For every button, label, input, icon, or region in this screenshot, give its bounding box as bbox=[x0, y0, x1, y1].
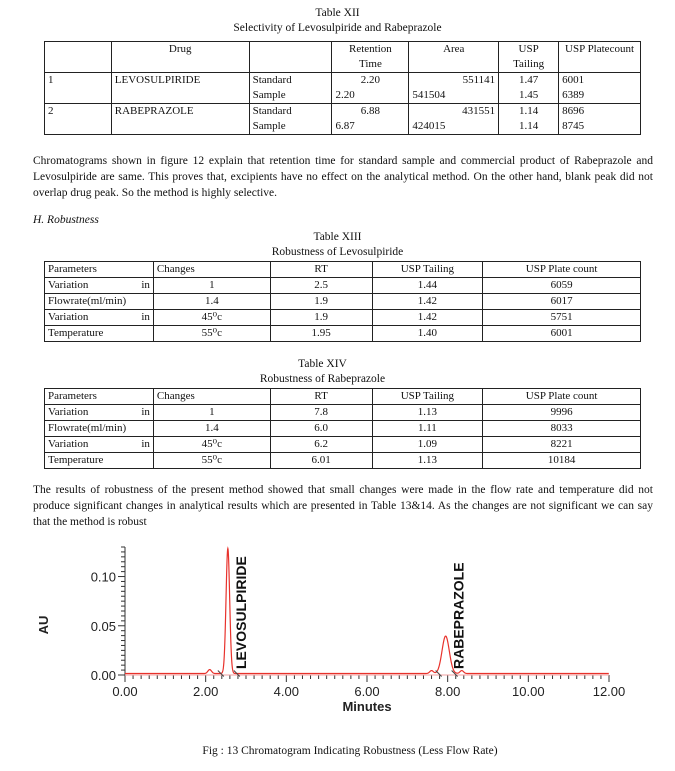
table12-header bbox=[45, 42, 641, 73]
peak-start-marker bbox=[436, 671, 442, 677]
table-row: Sample 2.20 541504 1.45 6389 bbox=[45, 88, 641, 104]
x-tick-label: 12.00 bbox=[592, 684, 626, 699]
x-axis-label: Minutes bbox=[342, 699, 392, 714]
table13-header: Parameters Changes RT USP Tailing USP Plate count bbox=[45, 262, 641, 278]
table14-caption-title: Table XIV bbox=[298, 358, 347, 370]
table-row: 2 RABEPRAZOLE Standard 6.88 431551 1.14 8696 bbox=[45, 104, 641, 120]
drug-name: LEVOSULPIRIDE bbox=[111, 73, 249, 89]
section-heading-robustness: H. Robustness bbox=[33, 214, 99, 226]
table-row: Temperature 55⁰c 6.01 1.13 10184 bbox=[45, 453, 641, 469]
x-tick-label: 6.00 bbox=[354, 684, 380, 699]
table-row: Variation in 45⁰c 1.9 1.42 5751 bbox=[45, 310, 641, 326]
table12-header-drug: Drug bbox=[111, 42, 249, 73]
table12-caption-subtitle: Selectivity of Levosulpiride and Rabeprazole bbox=[233, 22, 442, 34]
table13-caption bbox=[0, 230, 675, 260]
table-row: Sample 6.87 424015 1.14 8745 bbox=[45, 119, 641, 135]
y-axis-label: AU bbox=[36, 615, 51, 635]
table-row: 1 LEVOSULPIRIDE Standard 2.20 551141 1.47 6001 bbox=[45, 73, 641, 89]
table14-caption-subtitle: Robustness of Rabeprazole bbox=[259, 373, 386, 385]
table-row: Variation in 1 7.8 1.13 9996 bbox=[45, 405, 641, 421]
chromatogram-chart bbox=[0, 535, 675, 735]
x-tick-label: 8.00 bbox=[435, 684, 461, 699]
table-row: Temperature 55⁰c 1.95 1.40 6001 bbox=[45, 326, 641, 342]
paragraph-robustness: The results of robustness of the present method showed that small changes were made in the flow rate and temperature did not produce significant changes in analytical results which are presented in Table 13&14. As the changes are not significant we can say that the method is robust bbox=[33, 484, 653, 528]
table12-header-tailing: USP Tailing bbox=[499, 42, 559, 73]
table12 bbox=[44, 41, 641, 135]
y-tick-label: 0.05 bbox=[90, 618, 116, 634]
table-row: Variation in 45⁰c 6.2 1.09 8221 bbox=[45, 437, 641, 453]
table-row: Flowrate(ml/min) 1.4 1.9 1.42 6017 bbox=[45, 294, 641, 310]
table13-caption-subtitle: Robustness of Levosulpiride bbox=[271, 246, 404, 258]
peak-label: LEVOSULPIRIDE bbox=[232, 556, 249, 669]
table13 bbox=[44, 261, 641, 342]
peak-label: RABEPRAZOLE bbox=[450, 562, 467, 669]
paragraph-selectivity: Chromatograms shown in figure 12 explain that retention time for standard sample and commercial product of Rabeprazole and Levosulpiride are same. This proves that, excipients have no effect on the analytical method. On the other hand, blank peak did not overlap drug peak. So the method is highly selective. bbox=[33, 155, 653, 199]
x-tick-label: 10.00 bbox=[512, 684, 545, 699]
figure-caption: Fig : 13 Chromatogram Indicating Robustness (Less Flow Rate) bbox=[202, 745, 498, 757]
signal-trace bbox=[125, 548, 609, 673]
table14-header: Parameters Changes RT USP Tailing USP Plate count bbox=[45, 389, 641, 405]
table14 bbox=[44, 388, 641, 469]
table-row: Variation in 1 2.5 1.44 6059 bbox=[45, 278, 641, 294]
drug-name: RABEPRAZOLE bbox=[111, 104, 249, 120]
table12-header-rt: Retention Time bbox=[332, 42, 409, 73]
table12-header-plate: USP Platecount bbox=[559, 42, 641, 73]
table13-caption-title: Table XIII bbox=[313, 231, 362, 243]
table12-caption-title: Table XII bbox=[315, 7, 360, 19]
table-row: Flowrate(ml/min) 1.4 6.0 1.11 8033 bbox=[45, 421, 641, 437]
table12-header-area: Area bbox=[409, 42, 499, 73]
table12-caption bbox=[0, 6, 675, 36]
x-tick-label: 4.00 bbox=[273, 684, 299, 699]
y-tick-label: 0.00 bbox=[90, 668, 116, 683]
table14-caption bbox=[0, 357, 645, 387]
x-tick-label: 0.00 bbox=[112, 684, 138, 699]
y-tick-label: 0.10 bbox=[90, 569, 116, 585]
x-tick-label: 2.00 bbox=[193, 684, 219, 699]
